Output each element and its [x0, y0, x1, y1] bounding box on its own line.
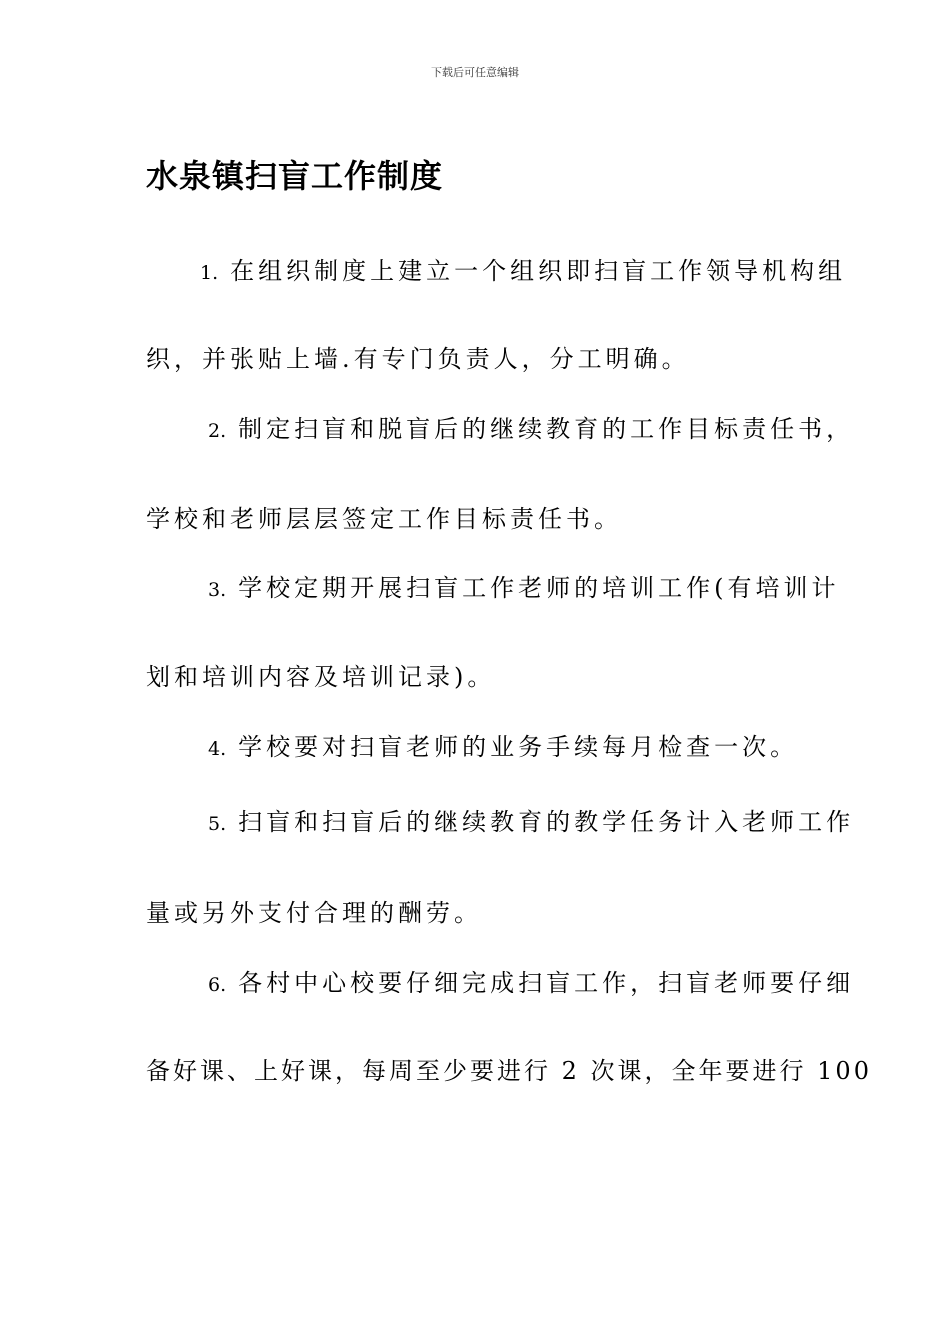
item-number: 6.	[208, 974, 227, 996]
line-text: 在组织制度上建立一个组织即扫盲工作领导机构组	[230, 257, 847, 285]
line-text: 备好课、上好课，每周至少要进行 2 次课，全年要进行 100	[146, 1057, 872, 1085]
item-number: 3.	[208, 579, 227, 601]
item-number: 4.	[208, 738, 227, 760]
line-text: 织，并张贴上墙.有专门负责人，分工明确。	[146, 345, 690, 373]
line-text: 各村中心校要仔细完成扫盲工作，扫盲老师要仔细	[238, 969, 855, 997]
line-text: 扫盲和扫盲后的继续教育的教学任务计入老师工作	[238, 808, 855, 836]
paragraph-3-line-2	[146, 661, 495, 693]
item-number: 2.	[208, 420, 227, 442]
paragraph-5-line-1	[208, 806, 854, 840]
page-header-note: 下载后可任意编辑	[431, 66, 519, 79]
document-title: 水泉镇扫盲工作制度	[146, 157, 444, 195]
paragraph-1-line-2	[146, 343, 690, 375]
paragraph-6-line-2	[146, 1055, 872, 1087]
paragraph-4-line-1	[208, 731, 798, 765]
paragraph-1-line-1	[200, 255, 846, 289]
line-text: 学校和老师层层签定工作目标责任书。	[146, 505, 622, 533]
paragraph-2-line-1	[208, 413, 854, 447]
line-text: 量或另外支付合理的酬劳。	[146, 899, 482, 927]
paragraph-5-line-2	[146, 897, 482, 929]
paragraph-6-line-1	[208, 967, 854, 1001]
line-text: 划和培训内容及培训记录)。	[146, 663, 496, 691]
item-number: 1.	[200, 262, 219, 284]
item-number: 5.	[208, 813, 227, 835]
line-text: 制定扫盲和脱盲后的继续教育的工作目标责任书，	[238, 415, 855, 443]
line-text: 学校定期开展扫盲工作老师的培训工作(有培训计	[238, 574, 840, 602]
line-text: 学校要对扫盲老师的业务手续每月检查一次。	[238, 733, 799, 761]
paragraph-2-line-2	[146, 503, 622, 535]
paragraph-3-line-1	[208, 572, 840, 606]
